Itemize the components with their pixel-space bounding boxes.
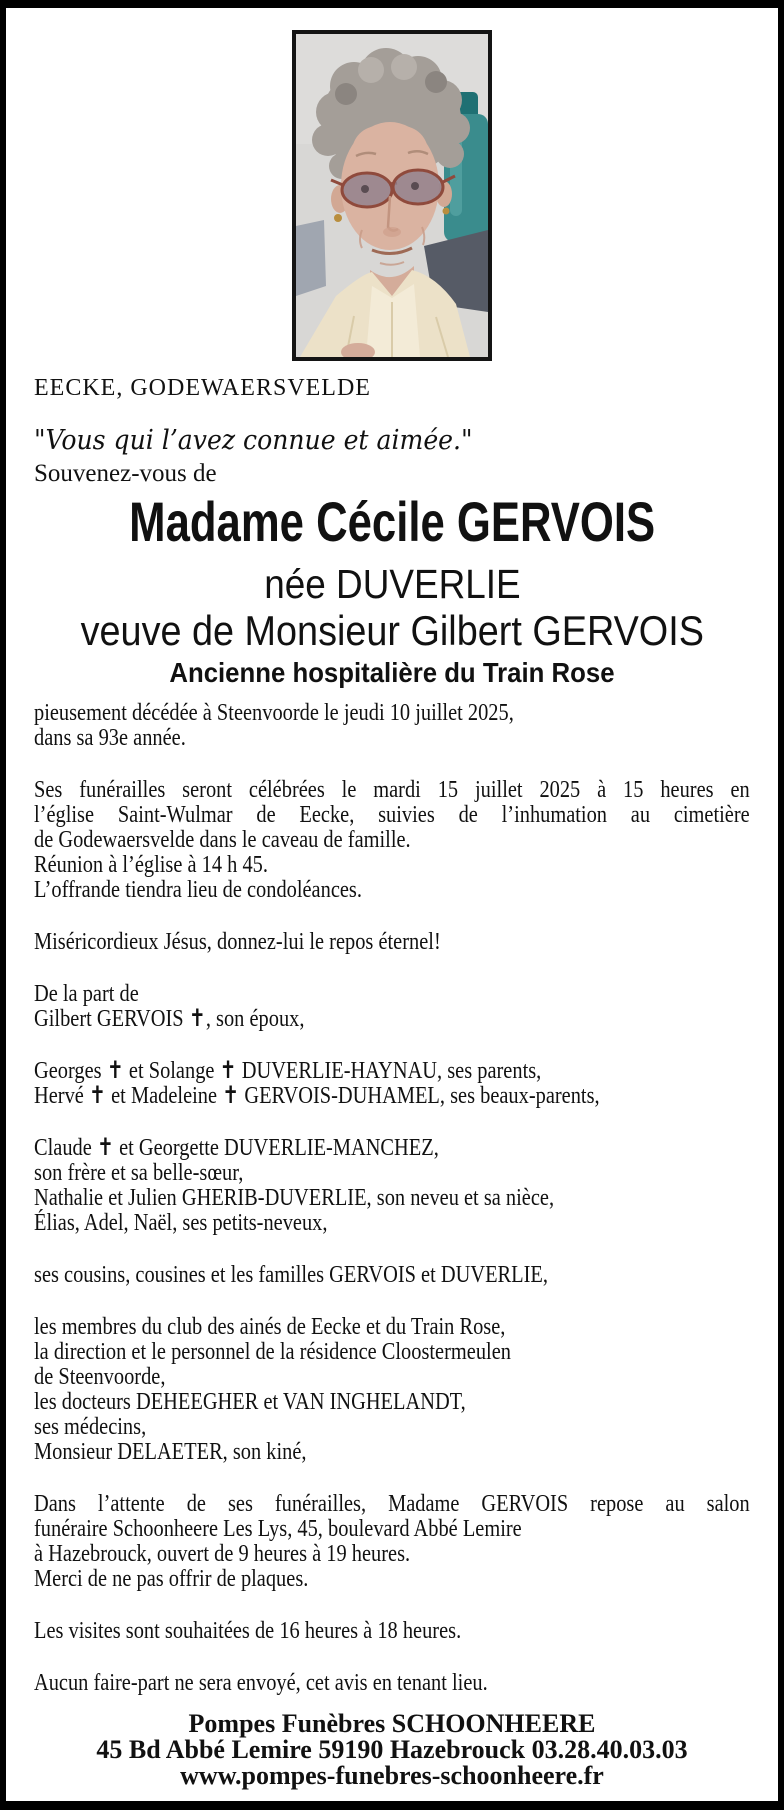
- text-line: Dans l’attente de ses funérailles, Madame GERVOIS repose au salon: [34, 1491, 750, 1517]
- maiden-name-heading: [34, 561, 750, 607]
- intro-line: Souvenez-vous de: [34, 460, 217, 487]
- text-line: les membres du club des ainés de Eecke et du Train Rose,: [34, 1314, 506, 1340]
- memorial-quote: "Vous qui l’avez connue et aimée.": [34, 425, 473, 456]
- paragraph: [34, 1671, 750, 1696]
- portrait-photo: [292, 30, 492, 361]
- text-line: Nathalie et Julien GHERIB-DUVERLIE, son neveu et sa nièce,: [34, 1185, 555, 1211]
- text-line: l’église Saint-Wulmar de Eecke, suivies de l’inhumation au cimetière: [34, 802, 750, 828]
- text-line: les docteurs DEHEEGHER et VAN INGHELANDT,: [34, 1389, 466, 1415]
- paragraph: [34, 982, 750, 1032]
- text-line: la direction et le personnel de la résidence Cloostermeulen: [34, 1339, 511, 1365]
- text-line: de Godewaersvelde dans le caveau de famille.: [34, 827, 411, 853]
- text-line: Aucun faire-part ne sera envoyé, cet avis en tenant lieu.: [34, 1670, 488, 1696]
- text-line: pieusement décédée à Steenvoorde le jeudi 10 juillet 2025,: [34, 700, 514, 726]
- paragraph: [34, 778, 750, 903]
- deceased-name: Madame Cécile GERVOIS: [128, 490, 655, 553]
- widow-of: veuve de Monsieur Gilbert GERVOIS: [80, 607, 704, 654]
- text-line: son frère et sa belle-sœur,: [34, 1160, 244, 1186]
- notice-content: [6, 30, 778, 1696]
- announcement-body: [34, 701, 750, 1696]
- text-line: Merci de ne pas offrir de plaques.: [34, 1566, 309, 1592]
- text-line: Miséricordieux Jésus, donnez-lui le repos éternel!: [34, 929, 441, 955]
- text-line: Monsieur DELAETER, son kiné,: [34, 1439, 307, 1465]
- widow-of-heading: [34, 607, 750, 654]
- paragraph: [34, 701, 750, 751]
- deceased-subtitle: Ancienne hospitalière du Train Rose: [169, 657, 615, 688]
- chair-side: [296, 220, 326, 296]
- paragraph: [34, 1315, 750, 1465]
- right-earring: [443, 208, 450, 215]
- paragraph: [34, 1492, 750, 1592]
- text-line: ses cousins, cousines et les familles GERVOIS et DUVERLIE,: [34, 1262, 548, 1288]
- text-line: Ses funérailles seront célébrées le mardi 15 juillet 2025 à 15 heures en: [34, 777, 750, 803]
- paragraph: [34, 1619, 750, 1644]
- text-line: Gilbert GERVOIS ✝, son époux,: [34, 1006, 305, 1032]
- text-line: Claude ✝ et Georgette DUVERLIE-MANCHEZ,: [34, 1135, 439, 1161]
- deceased-subtitle-heading: [34, 656, 750, 689]
- paragraph: [34, 1263, 750, 1288]
- paragraph: [34, 1136, 750, 1236]
- text-line: dans sa 93e année.: [34, 725, 186, 751]
- deceased-name-heading: [34, 490, 750, 553]
- paragraph: [34, 1059, 750, 1109]
- text-line: Georges ✝ et Solange ✝ DUVERLIE-HAYNAU, ses parents,: [34, 1058, 542, 1084]
- text-line: de Steenvoorde,: [34, 1364, 166, 1390]
- text-line: L’offrande tiendra lieu de condoléances.: [34, 877, 362, 903]
- text-line: Hervé ✝ et Madeleine ✝ GERVOIS-DUHAMEL, ses beaux-parents,: [34, 1083, 600, 1109]
- location-heading: EECKE, GODEWAERSVELDE: [34, 375, 371, 401]
- text-line: Réunion à l’église à 14 h 45.: [34, 852, 268, 878]
- funeral-home-website: www.pompes-funebres-schoonheere.fr: [180, 1761, 604, 1790]
- funeral-home-footer: [6, 1711, 778, 1789]
- text-line: De la part de: [34, 981, 139, 1007]
- text-line: funéraire Schoonheere Les Lys, 45, boulevard Abbé Lemire: [34, 1516, 522, 1542]
- paragraph: [34, 930, 750, 955]
- text-line: à Hazebrouck, ouvert de 9 heures à 19 heures.: [34, 1541, 411, 1567]
- left-earring: [334, 214, 342, 222]
- portrait-illustration: [296, 34, 488, 357]
- maiden-name: née DUVERLIE: [263, 561, 521, 607]
- funeral-home-address-phone: 45 Bd Abbé Lemire 59190 Hazebrouck 03.28.40.03.03: [96, 1735, 688, 1764]
- text-line: Les visites sont souhaitées de 16 heures à 18 heures.: [34, 1618, 462, 1644]
- funeral-home-name: Pompes Funèbres SCHOONHEERE: [188, 1709, 596, 1738]
- text-line: Élias, Adel, Naël, ses petits-neveux,: [34, 1210, 328, 1236]
- text-line: ses médecins,: [34, 1414, 147, 1440]
